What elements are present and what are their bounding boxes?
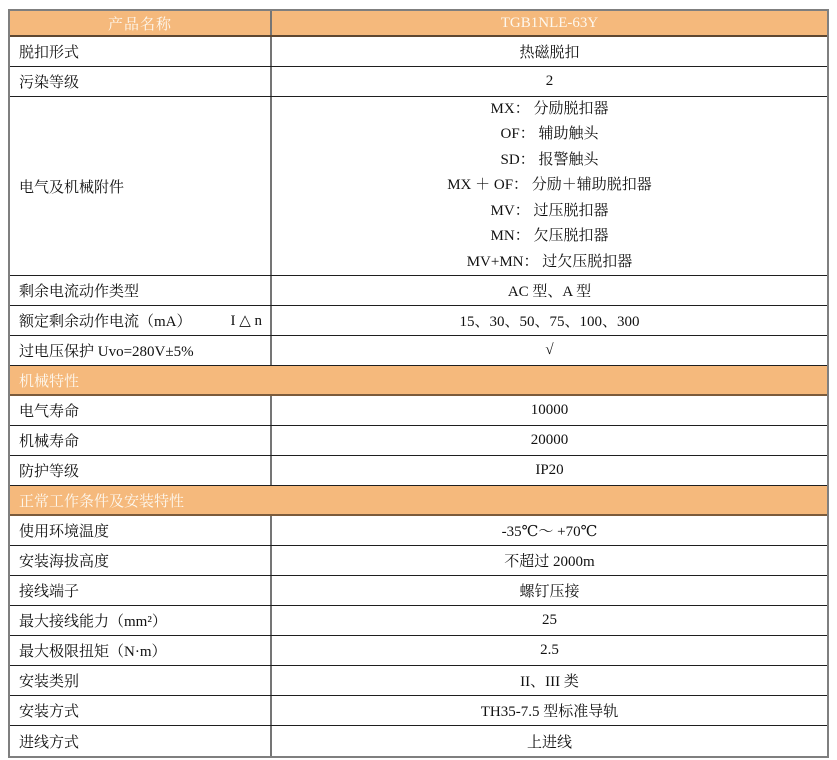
row-value-cell [272, 396, 827, 425]
row-value: IP20 [535, 462, 564, 478]
header-value-cell [272, 11, 827, 35]
section-header-row [10, 366, 827, 396]
row-value-cell [272, 67, 827, 96]
row-label-cell [10, 37, 272, 66]
table-row [10, 37, 827, 67]
table-row [10, 97, 827, 276]
row-value-cell [272, 426, 827, 455]
row-value: 20000 [530, 432, 569, 448]
table-row [10, 336, 827, 366]
row-label: 额定剩余动作电流（mA） [19, 314, 192, 330]
table-row [10, 696, 827, 726]
row-value: 25 [542, 612, 557, 628]
row-label: 电气寿命 [19, 404, 80, 420]
row-label-cell [10, 456, 272, 485]
row-label-symbol: I △ n [230, 313, 262, 329]
value-line: MX ＋ OF： 分励＋辅助脱扣器 [447, 177, 652, 194]
row-label: 最大接线能力（mm²） [19, 614, 167, 630]
section-title: 机械特性 [19, 373, 80, 390]
table-row [10, 276, 827, 306]
row-value-cell [272, 726, 827, 756]
row-label-cell [10, 576, 272, 605]
row-label: 使用环境温度 [19, 524, 110, 540]
row-value-cell [272, 97, 827, 275]
row-label-cell [10, 97, 272, 275]
row-label: 最大极限扭矩（N·m） [19, 644, 167, 660]
row-value-cell [272, 576, 827, 605]
row-value-cell [272, 546, 827, 575]
table-row [10, 456, 827, 486]
section-header-row [10, 486, 827, 516]
row-label: 电气及机械附件 [19, 179, 125, 196]
value-line: MV+MN： 过欠压脱扣器 [466, 253, 633, 270]
row-label: 机械寿命 [19, 434, 80, 450]
value-line: MN： 欠压脱扣器 [490, 228, 609, 245]
row-value-cell [272, 276, 827, 305]
row-value: -35℃～ +70℃ [501, 524, 598, 540]
value-line: SD： 报警触头 [500, 151, 599, 168]
row-label-cell [10, 306, 272, 335]
row-value-cell [272, 516, 827, 545]
table-header-row [10, 11, 827, 37]
row-label-cell [10, 546, 272, 575]
table-row [10, 516, 827, 546]
row-label: 进线方式 [19, 734, 80, 751]
row-label-cell [10, 276, 272, 305]
row-label: 安装海拔高度 [19, 554, 110, 570]
row-label: 防护等级 [19, 464, 80, 480]
row-label: 剩余电流动作类型 [19, 284, 140, 300]
row-value: 15、30、50、75、100、300 [459, 314, 640, 330]
table-row [10, 726, 827, 756]
row-value: II、III 类 [520, 674, 579, 690]
row-value: 2 [545, 73, 554, 89]
value-line: OF： 辅助触头 [500, 126, 599, 143]
row-value: √ [545, 342, 554, 358]
row-label: 污染等级 [19, 75, 80, 91]
row-value: 2.5 [540, 642, 559, 658]
row-label-cell [10, 396, 272, 425]
row-label-cell [10, 666, 272, 695]
row-value: 热磁脱扣 [519, 45, 580, 61]
row-value-cell [272, 636, 827, 665]
header-label-cell [10, 11, 272, 35]
row-label-cell [10, 606, 272, 635]
row-label: 过电压保护 Uvo=280V±5% [19, 344, 194, 360]
row-label-cell [10, 516, 272, 545]
row-label: 脱扣形式 [19, 45, 80, 61]
row-value-cell [272, 336, 827, 365]
table-row [10, 606, 827, 636]
row-value: 10000 [530, 402, 569, 418]
row-value-cell [272, 606, 827, 635]
row-value-cell [272, 37, 827, 66]
row-label: 产品名称 [107, 16, 172, 33]
row-label: 安装类别 [19, 674, 80, 690]
table-row [10, 67, 827, 97]
row-value: 不超过 2000m [504, 554, 595, 570]
table-row [10, 396, 827, 426]
table-row [10, 426, 827, 456]
table-row [10, 306, 827, 336]
row-value: 螺钉压接 [519, 584, 580, 600]
row-value: 上进线 [526, 734, 572, 751]
value-line: MV： 过压脱扣器 [490, 202, 609, 219]
section-title: 正常工作条件及安装特性 [19, 493, 185, 510]
row-label: 安装方式 [19, 704, 80, 720]
row-label-cell [10, 696, 272, 725]
row-value-cell [272, 306, 827, 335]
table-row [10, 546, 827, 576]
row-label-cell [10, 726, 272, 756]
row-value: TH35-7.5 型标准导轨 [480, 704, 619, 720]
row-label-cell [10, 636, 272, 665]
row-value-cell [272, 666, 827, 695]
table-row [10, 576, 827, 606]
row-label-cell [10, 336, 272, 365]
row-label: 接线端子 [19, 584, 80, 600]
table-row [10, 666, 827, 696]
value-line: MX： 分励脱扣器 [490, 100, 609, 117]
row-value-cell [272, 696, 827, 725]
row-value: AC 型、A 型 [507, 284, 592, 300]
row-label-cell [10, 67, 272, 96]
product-spec-table [8, 9, 829, 758]
row-value-cell [272, 456, 827, 485]
table-row [10, 636, 827, 666]
row-value: TGB1NLE-63Y [500, 14, 599, 31]
row-label-cell [10, 426, 272, 455]
